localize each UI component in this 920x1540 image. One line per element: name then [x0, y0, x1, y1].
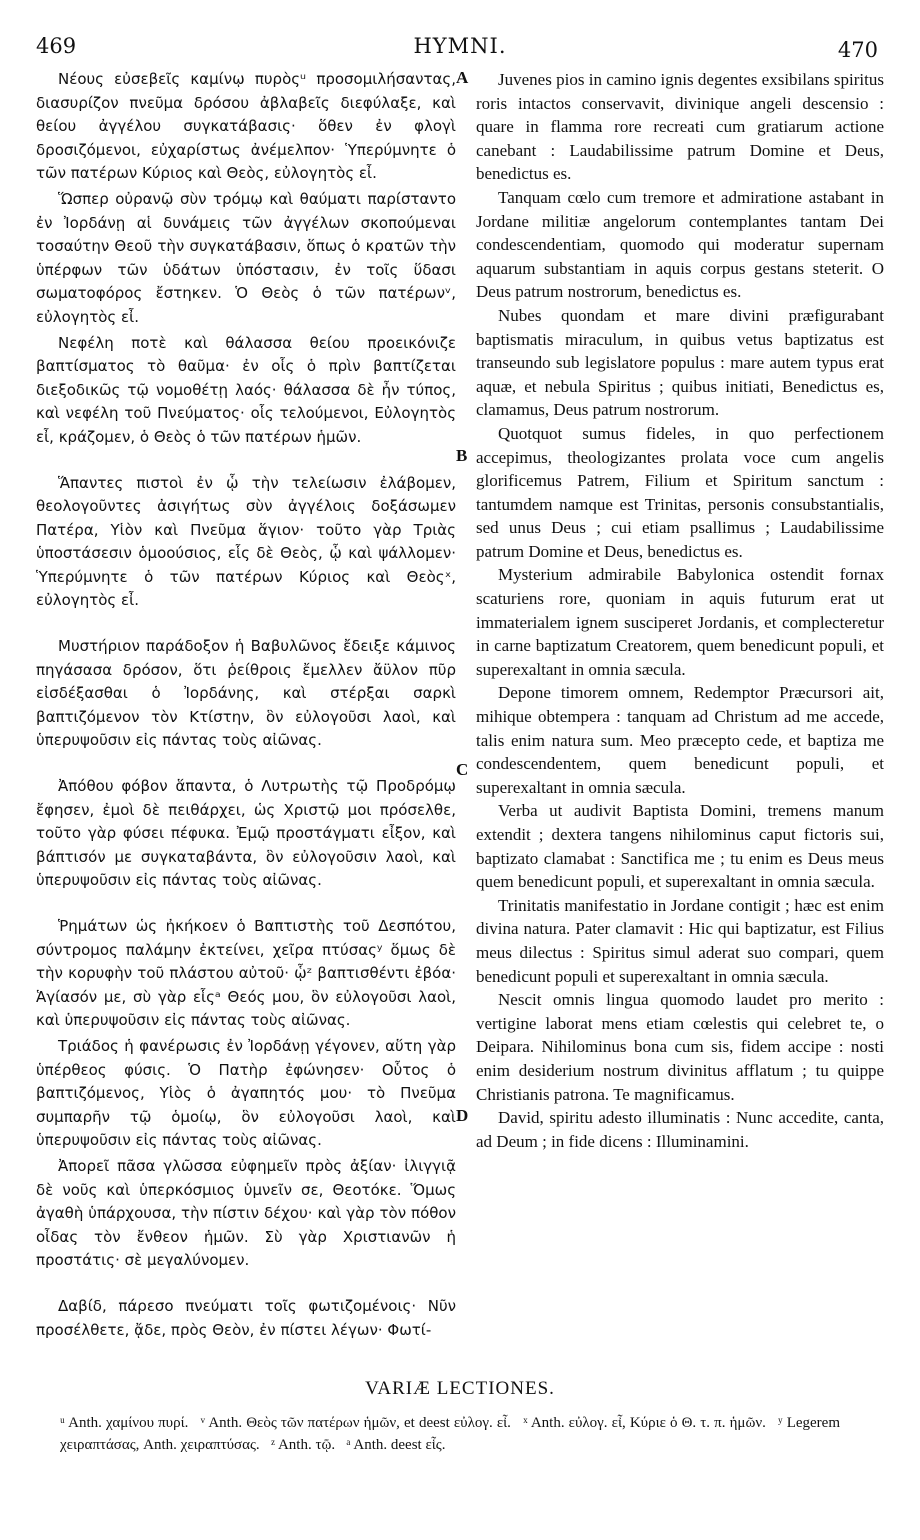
greek-stanza-8: Τριάδος ἡ φανέρωσις ἐν Ἰορδάνῃ γέγονεν, αὕτη γὰρ ὑπέρθεος φύσις. Ὁ Πατὴρ ἐφώνησεν· Οὗτος ὁ βαπτιζόμενος, Υἱὸς ὁ ἀγαπητός μου· τὸ Πνεῦμα συμπαρῆν τῷ ὁμοίῳ, ὃν εὐλογοῦσι λαοὶ, καὶ ὑπερυψοῦσιν εἰς πάντας τοὺς αἰῶνας.	[36, 1036, 456, 1150]
footnote-a: ᵃ Anth. deest εἷς.	[346, 1437, 446, 1453]
section-marker-c: C	[456, 760, 469, 779]
right-page-number: 470	[837, 38, 878, 62]
latin-stanza-6: Depone timorem omnem, Redemptor Præcursori ait, mihique obtempera : tanquam ad Christum ad me accede, talis enim natura sum. Meo præcepto cede, et baptiza me condescendentem, quem benedicunt populi, et superexaltant in omnia sæcula.	[476, 683, 884, 797]
footnote-z: ᶻ Anth. τῷ.	[270, 1437, 336, 1453]
latin-stanza-10: David, spiritu adesto illuminatis : Nunc accedite, canta, ad Deum ; in fide dicens : Illuminamini.	[476, 1108, 884, 1151]
latin-column	[476, 68, 884, 1153]
footnote-x: ˣ Anth. εὐλογ. εἶ, Κύριε ὁ Θ. τ. π. ἡμῶν.	[523, 1415, 766, 1431]
running-title: HYMNI.	[413, 34, 507, 58]
section-marker-b: B	[456, 446, 468, 465]
footnote-v: ᵛ Anth. Θεὸς τῶν πατέρων ἡμῶν, et deest εὐλογ. εἶ.	[200, 1415, 511, 1431]
greek-stanza-1: Νέους εὐσεβεῖς καμίνῳ πυρὸςᵘ προσομιλήσαντας, διασυρίζον πνεῦμα δρόσου ἀβλαβεῖς διεφύλαξε, καὶ θείου ἀγγέλου συγκατάβασις· ὅθεν ἐν φλογὶ δροσιζόμενοι, εὐχαρίστως ἀνέμελπον· Ὑπερύμνητε ὁ τῶν πατέρων Κύριος καὶ Θεὸς, εὐλογητὸς εἶ.	[36, 70, 456, 183]
greek-stanza-9: Ἀπορεῖ πᾶσα γλῶσσα εὐφημεῖν πρὸς ἀξίαν· ἰλιγγιᾷ δὲ νοῦς καὶ ὑπερκόσμιος ὑμνεῖν σε, Θεοτόκε. Ὅμως ἀγαθὴ ὑπάρχουσα, τὴν πίστιν δέχου· καὶ γὰρ τὸν πόθον οἶδας τὸν ἔνθεον ἡμῶν. Σὺ γὰρ Χριστιανῶν ἡ προστάτις· σὲ μεγαλύνομεν.	[36, 1156, 456, 1270]
latin-stanza-1: Juvenes pios in camino ignis degentes exsibilans spiritus roris intactos conservavit, divinique angeli descensio : quare in flamma rore recreati cum gratiarum actione canebant : Laudabilissime patrum Domine et Deus, benedictus es.	[476, 70, 884, 184]
latin-stanza-7: Verba ut audivit Baptista Domini, tremens manum extendit ; dextera tangens nihilominus caput fictoris sui, baptizato clamabat : Sanctifica me ; tu enim es Deus meus quem benedicunt populi, et superexaltant in omnia sæcula.	[476, 801, 884, 892]
greek-stanza-10: Δαβίδ, πάρεσο πνεύματι τοῖς φωτιζομένοις· Νῦν προσέλθετε, ᾄδε, πρὸς Θεὸν, ἐν πίστει λέγων· Φωτί-	[36, 1296, 456, 1339]
section-marker-a: A	[456, 68, 469, 87]
section-marker-d: D	[456, 1106, 469, 1125]
latin-stanza-9: Nescit omnis lingua quomodo laudet pro merito : vertigine laborat mens etiam cœlestis qui celebret te, o Deipara. Nihilominus bona cum sis, fidem accipe : nosti enim desiderium nostrum divinitus afflatum ; tu quippe Christianis patrona. Te magnificamus.	[476, 990, 884, 1104]
footnote-u: ᵘ Anth. χαμίνου πυρί.	[60, 1415, 189, 1431]
latin-stanza-4: Quotquot sumus fideles, in quo perfectionem accepimus, theologizantes prolata voce cum angelis glorificemus Patrem, Filium et Spiritum sanctum : tantumdem namque est Trinitas, personis consubstantialis, sed unus Deus ; cui etiam psallimus ; Laudabilissime patrum Domine et Deus, benedictus es.	[476, 423, 884, 561]
variae-lectiones-notes	[60, 1412, 840, 1456]
left-page-number: 469	[36, 34, 77, 58]
latin-stanza-3: Nubes quondam et mare divini præfigurabant baptismatis miraculum, in quibus vetus baptizatus est transeundo sub legislatore populus : mare autem typus erat aquæ, et nebula Spiritus ; quibus initiati, Benedictus es, clamamus, Deus patrum nostrorum.	[476, 305, 884, 420]
greek-stanza-7: Ῥημάτων ὡς ἠκήκοεν ὁ Βαπτιστὴς τοῦ Δεσπότου, σύντρομος παλάμην ἐκτείνει, χεῖρα πτύσαςʸ ὅμως δὲ τὴν κορυφὴν τοῦ πλάστου αὐτοῦ· ᾧᶻ βαπτισθέντι ἐβόα· Ἁγίασόν με, σὺ γὰρ εἷςᵃ Θεός μου, ὃν εὐλογοῦσι λαοὶ, καὶ ὑπερυψοῦσιν εἰς πάντας τοὺς αἰῶνας.	[36, 917, 456, 1030]
greek-stanza-2: Ὥσπερ οὐρανῷ σὺν τρόμῳ καὶ θαύματι παρίσταντο ἐν Ἰορδάνῃ αἱ δυνάμεις τῶν ἀγγέλων σκοπούμεναι τοσαύτην Θεοῦ τὴν συγκατάβασιν, ὅπως ὁ κρατῶν τὴν ὑπέρφων τῶν ὑδάτων ὑπόστασιν, ἐν τοῖς ὕδασι σωματοφόρος ἔστηκεν. Ὁ Θεὸς ὁ τῶν πατέρωνᵛ, εὐλογητὸς εἶ.	[36, 189, 456, 326]
greek-stanza-3: Νεφέλη ποτὲ καὶ θάλασσα θείου προεικόνιζε βαπτίσματος τὸ θαῦμα· ἐν οἷς ὁ πρὶν βαπτίζεται διεξοδικῶς τῷ νομοθέτῃ λαός· θάλασσα δὲ ἦν τύπος, καὶ νεφέλη τοῦ Πνεύματος· οἷς τελούμενοι, Εὐλογητὸς εἶ, κράζομεν, ὁ Θεὸς ὁ τῶν πατέρων ἡμῶν.	[36, 333, 456, 446]
page-header	[0, 18, 920, 62]
greek-stanza-5: Μυστήριον παράδοξον ἡ Βαβυλῶνος ἔδειξε κάμινος πηγάσασα δρόσον, ὅτι ῥείθροις ἔμελλεν ἄϋλον πῦρ εἰσδέξασθαι ὁ Ἰορδάνης, καὶ στέρξαι σαρκὶ βαπτιζόμενον τὸν Κτίστην, ὃν εὐλογοῦσι λαοὶ, καὶ ὑπερυψοῦσιν εἰς πάντας τοὺς αἰῶνας.	[36, 637, 456, 750]
greek-stanza-6: Ἀπόθου φόβον ἅπαντα, ὁ Λυτρωτὴς τῷ Προδρόμῳ ἔφησεν, ἐμοὶ δὲ πειθάρχει, ὡς Χριστῷ μοι πρόσελθε, τοῦτο γὰρ φύσει πέφυκα. Ἐμῷ προστάγματι εἶξον, καὶ βάπτισόν με συγκαταβάντα, ὃν εὐλογοῦσιν λαοὶ, καὶ ὑπερυψοῦσιν εἰς πάντας τοὺς αἰῶνας.	[36, 777, 456, 890]
greek-column	[36, 68, 456, 1342]
latin-stanza-5: Mysterium admirabile Babylonica ostendit fornax scaturiens rore, quoniam in aquis futurum erat ut immaterialem ignem susciperet Jordanis, et complecteretur in carne baptizatum Creatorem, quem benedicunt populi, et superexaltant in omnia sæcula.	[476, 565, 884, 679]
greek-stanza-4: Ἅπαντες πιστοὶ ἐν ᾧ τὴν τελείωσιν ἐλάβομεν, θεολογοῦντες ἀσιγήτως σὺν ἀγγέλοις δοξάσωμεν Πατέρα, Υἱὸν καὶ Πνεῦμα ἅγιον· τοῦτο γὰρ Τριὰς ὑποστάσεσιν ὁμοούσιος, εἷς δὲ Θεὸς, ᾧ καὶ ψάλλομεν· Ὑπερύμνητε ὁ τῶν πατέρων Κύριος καὶ Θεὸςˣ, εὐλογητὸς εἶ.	[36, 473, 456, 610]
variae-lectiones-title: VARIÆ LECTIONES.	[365, 1378, 555, 1399]
footnote-y: ʸ Legerem χειραπτάσας, Anth. χειραπτύσας.	[60, 1415, 841, 1453]
latin-stanza-2: Tanquam cœlo cum tremore et admiratione astabant in Jordane militiæ angelorum contemplantes tantam Dei condescendentiam, quomodo qui moderatur supernam aquarum substantiam in aquis corpus gestans steterit. O Deus patrum nostrorum, benedictus es.	[476, 187, 884, 302]
latin-stanza-8: Trinitatis manifestatio in Jordane contigit ; hæc est enim divina natura. Pater clamavit : Hic qui baptizatur, est Filius meus dilectus : Spiritus simul aderat suo compari, quem benedicunt populi et superexaltant in omnia sæcula.	[476, 895, 884, 986]
